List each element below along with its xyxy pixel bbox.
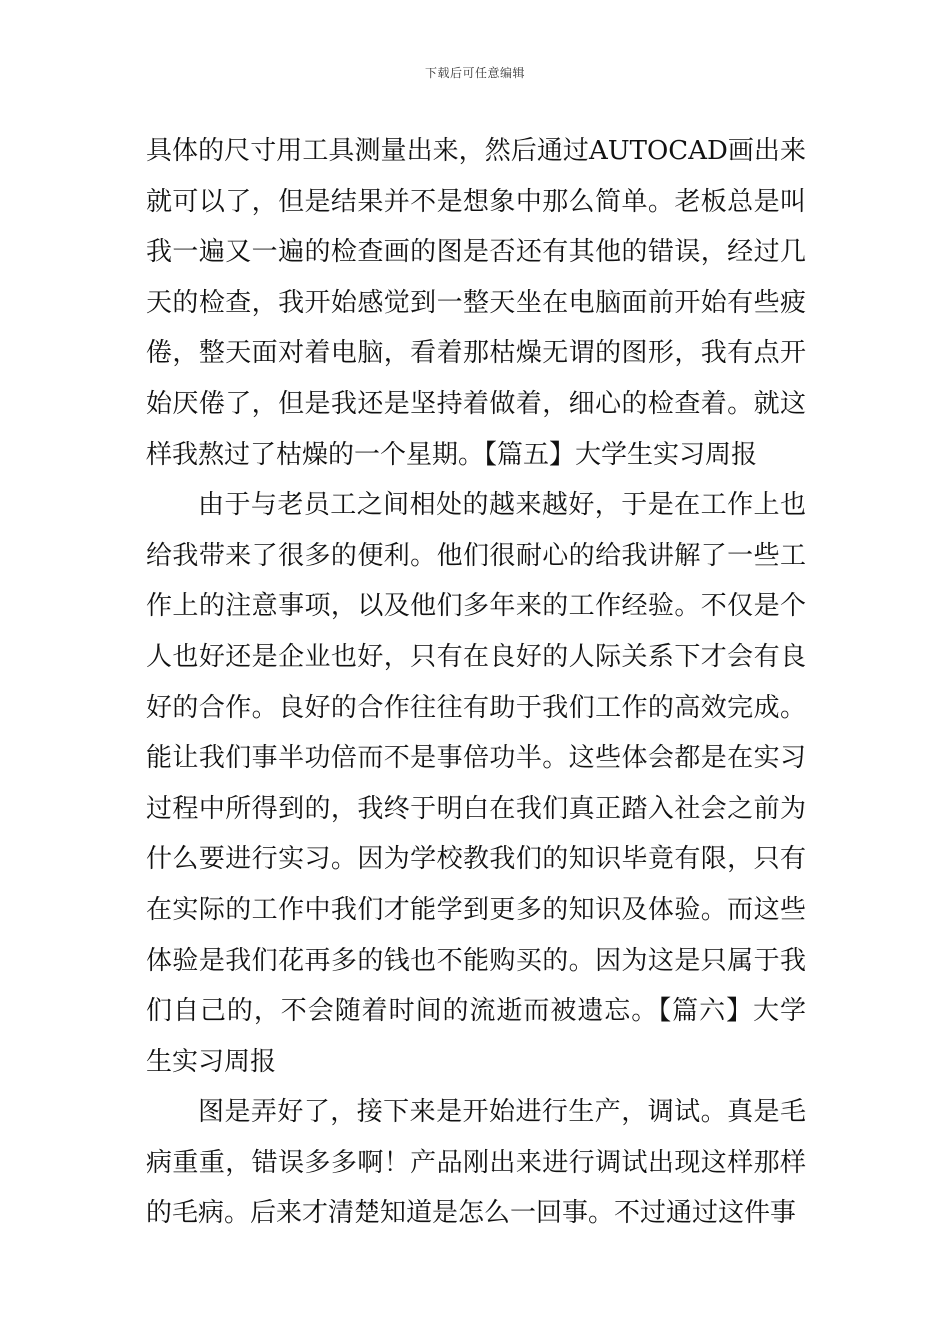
page-header: 下载后可任意编辑: [424, 66, 525, 80]
paragraph-section-five: 由于与老员工之间相处的越来越好，于是在工作上也给我带来了很多的便利。他们很耐心的给我讲解了一些工作上的注意事项，以及他们多年来的工作经验。不仅是个人也好还是企业也好，只有在良好的人际关系下才会有良好的合作。良好的合作往往有助于我们工作的高效完成。能让我们事半功倍而不是事倍功半。这些体会都是在实习过程中所得到的，我终于明白在我们真正踏入社会之前为什么要进行实习。因为学校教我们的知识毕竟有限，只有在实际的工作中我们才能学到更多的知识及体验。而这些体验是我们花再多的钱也不能购买的。因为这是只属于我们自己的，不会随着时间的流逝而被遗忘。【篇六】大学生实习周报: [146, 490, 806, 1077]
paragraph-section-six: 图是弄好了，接下来是开始进行生产，调试。真是毛病重重，错误多多啊！产品刚出来进行调试出现这样那样的毛病。后来才清楚知道是怎么一回事。不过通过这件事: [146, 1097, 806, 1229]
document-body: [146, 126, 806, 1239]
paragraph-continued: 具体的尺寸用工具测量出来，然后通过AUTOCAD画出来就可以了，但是结果并不是想象中那么简单。老板总是叫我一遍又一遍的检查画的图是否还有其他的错误，经过几天的检查，我开始感觉到一整天坐在电脑面前开始有些疲倦，整天面对着电脑，看着那枯燥无谓的图形，我有点开始厌倦了，但是我还是坚持着做着，细心的检查着。就这样我熬过了枯燥的一个星期。【篇五】大学生实习周报: [146, 136, 806, 470]
